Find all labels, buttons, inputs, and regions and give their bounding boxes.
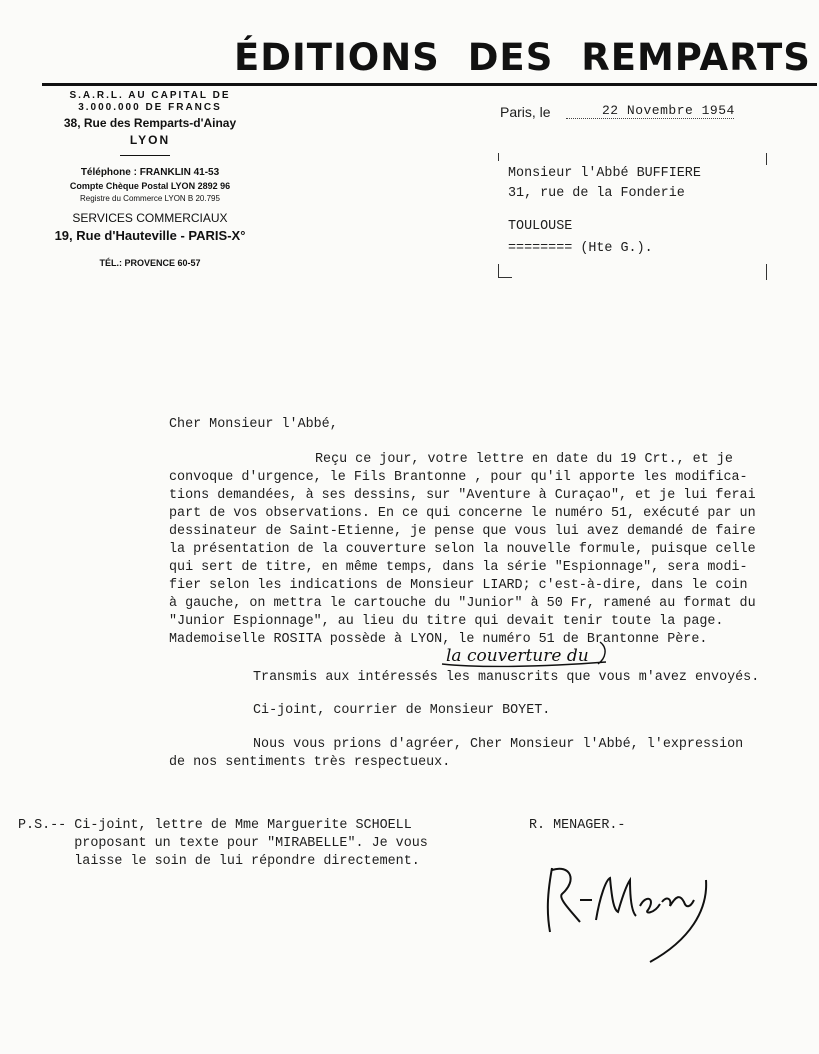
window-mark-top-left [498,153,499,161]
date-label: Paris, le [500,104,551,120]
postscript-line: P.S.-- Ci-joint, lettre de Mme Marguerite SCHOELL [18,818,412,833]
letterhead-rule [42,83,817,86]
letterhead-separator [120,155,170,156]
closing-line: de nos sentiments très respectueux. [169,755,451,770]
window-mark-top-right [766,153,767,165]
handwritten-signature [530,850,730,970]
recipient-street: 31, rue de la Fonderie [508,186,685,201]
company-ccp: Compte Chèque Postal LYON 2892 96 [69,181,231,191]
body-line: part de vos observations. En ce qui concerne le numéro 51, exécuté par un [169,506,756,521]
body-line: "Junior Espionnage", au lieu du titre qui devait tenir toute la page. [169,614,724,629]
company-city: LYON [129,133,171,147]
postscript-line: laisse le soin de lui répondre directement. [18,854,420,869]
publisher-name: ÉDITIONS DES REMPARTS [234,36,811,79]
company-registre: Registre du Commerce LYON B 20.795 [80,194,220,203]
recipient-name: Monsieur l'Abbé BUFFIERE [508,166,701,181]
company-telephone: Téléphone : FRANKLIN 41-53 [80,167,220,178]
salutation: Cher Monsieur l'Abbé, [169,417,338,432]
body-line: Reçu ce jour, votre lettre en date du 19 Crt., et je [315,452,733,467]
body-line: tions demandées, à ses dessins, sur "Aventure à Curaçao", et je lui ferai [169,488,756,503]
recipient-department: ======== (Hte G.). [508,241,653,256]
body-line: la présentation de la couverture selon la nouvelle formule, puisque celle [169,542,756,557]
company-address: 38, Rue des Remparts-d'Ainay [63,116,237,130]
services-telephone: TÉL.: PROVENCE 60-57 [99,258,201,268]
body-line: à gauche, on mettra le cartouche du "Junior" à 50 Fr, ramené au format du [169,596,756,611]
company-capital-line-1: S.A.R.L. AU CAPITAL DE [69,90,231,101]
letter-date: 22 Novembre 1954 [602,103,735,118]
body-line: qui sert de titre, en même temps, dans la série "Espionnage", sera modi- [169,560,748,575]
closing-line: Nous vous prions d'agréer, Cher Monsieur l'Abbé, l'expression [253,737,744,752]
date-dotted-line [566,118,734,119]
window-mark-bottom-left-h [498,277,512,278]
paragraph-enclosure: Ci-joint, courrier de Monsieur BOYET. [253,703,551,718]
recipient-city: TOULOUSE [508,219,573,234]
body-line: fier selon les indications de Monsieur LIARD; c'est-à-dire, dans le coin [169,578,748,593]
services-heading: SERVICES COMMERCIAUX [72,211,228,225]
postscript-line: proposant un texte pour "MIRABELLE". Je vous [18,836,428,851]
handwritten-underline [440,640,610,670]
body-line: Mademoiselle ROSITA possède à LYON, le numéro 51 de Brantonne Père. [169,632,708,647]
handwritten-insert: la couverture du [446,646,589,666]
services-address: 19, Rue d'Hauteville - PARIS-X° [54,228,246,243]
signatory-name: R. MENAGER.- [529,818,626,833]
window-mark-bottom-left [498,264,499,278]
body-line: convoque d'urgence, le Fils Brantonne , pour qu'il apporte les modifica- [169,470,748,485]
company-capital-line-2: 3.000.000 DE FRANCS [78,102,222,113]
paragraph-manuscripts: Transmis aux intéressés les manuscrits que vous m'avez envoyés. [253,670,760,685]
body-line: dessinateur de Saint-Etienne, je pense que vous lui avez demandé de faire [169,524,756,539]
window-mark-bottom-right [766,264,767,280]
